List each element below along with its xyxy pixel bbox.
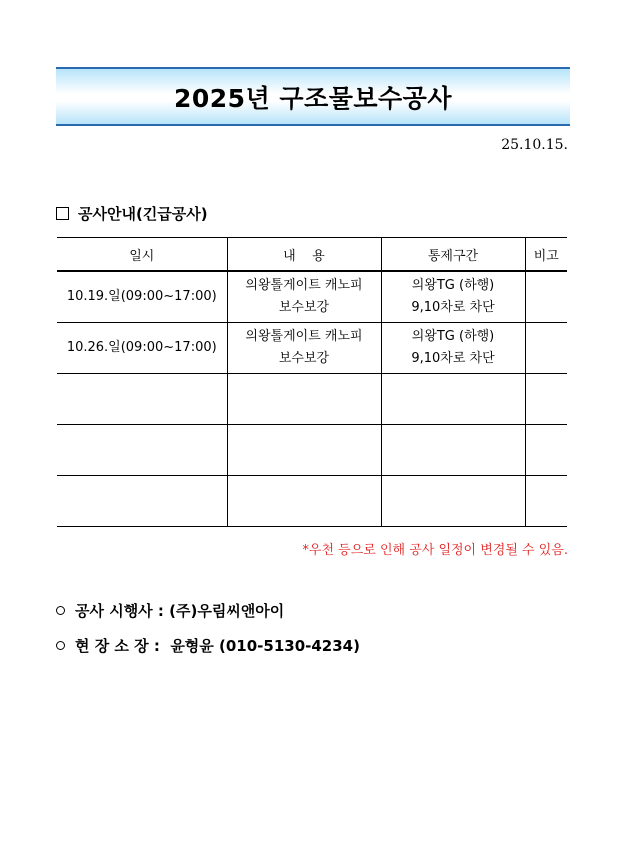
cell-content-text: 보수보강 (278, 351, 330, 366)
cell-control-section (381, 374, 525, 425)
manager-line (56, 635, 360, 656)
manager-label: 현 장 소 장 : (75, 637, 160, 655)
table-row (57, 323, 567, 374)
cell-control-section (381, 425, 525, 476)
header-datetime: 일시 (57, 238, 227, 272)
cell-remarks (525, 323, 567, 374)
cell-remarks (525, 374, 567, 425)
table-row (57, 271, 567, 323)
cell-control-section-text: 의왕TG (하행) (411, 329, 495, 344)
document-date: 25.10.15. (501, 137, 568, 153)
document-title: 2025년 구조물보수공사 (174, 83, 452, 113)
contractor-label: 공사 시행사 : (75, 602, 164, 620)
cell-content (227, 374, 381, 425)
cell-content (227, 271, 381, 323)
contractor-line (56, 600, 284, 621)
cell-content (227, 323, 381, 374)
header-control-section: 통제구간 (381, 238, 525, 272)
cell-datetime (57, 323, 227, 374)
cell-datetime (57, 271, 227, 323)
cell-content (227, 476, 381, 527)
section-heading (56, 203, 208, 224)
cell-content-text: 보수보강 (278, 300, 330, 315)
cell-control-section-text: 의왕TG (하행) (411, 278, 495, 293)
cell-content-text: 의왕톨게이트 캐노피 (245, 278, 363, 293)
cell-control-section (381, 323, 525, 374)
table-row (57, 425, 567, 476)
table-row (57, 476, 567, 527)
cell-content (227, 425, 381, 476)
schedule-change-notice: *우천 등으로 인해 공사 일정이 변경될 수 있음. (302, 543, 568, 558)
header-content: 내 용 (227, 238, 381, 272)
cell-remarks (525, 271, 567, 323)
cell-datetime (57, 374, 227, 425)
section-heading-text: 공사안내(긴급공사) (78, 205, 208, 223)
cell-datetime-text: 10.26.일(09:00~17:00) (66, 340, 217, 355)
circle-bullet-icon (56, 606, 65, 615)
cell-control-section-text: 9,10차로 차단 (411, 351, 495, 366)
table-row (57, 374, 567, 425)
cell-control-section (381, 476, 525, 527)
cell-remarks (525, 476, 567, 527)
title-banner (56, 67, 570, 126)
cell-datetime-text: 10.19.일(09:00~17:00) (66, 289, 217, 304)
header-remarks: 비고 (525, 238, 567, 272)
checkbox-square-icon (56, 207, 69, 220)
table-header-row (57, 238, 567, 272)
cell-datetime (57, 425, 227, 476)
schedule-table (57, 237, 567, 527)
cell-control-section-text: 9,10차로 차단 (411, 300, 495, 315)
manager-value: 윤형윤 (010-5130-4234) (170, 637, 360, 655)
circle-bullet-icon (56, 641, 65, 650)
cell-remarks (525, 425, 567, 476)
cell-control-section (381, 271, 525, 323)
cell-datetime (57, 476, 227, 527)
cell-content-text: 의왕톨게이트 캐노피 (245, 329, 363, 344)
contractor-value: (주)우림씨앤아이 (169, 602, 285, 620)
